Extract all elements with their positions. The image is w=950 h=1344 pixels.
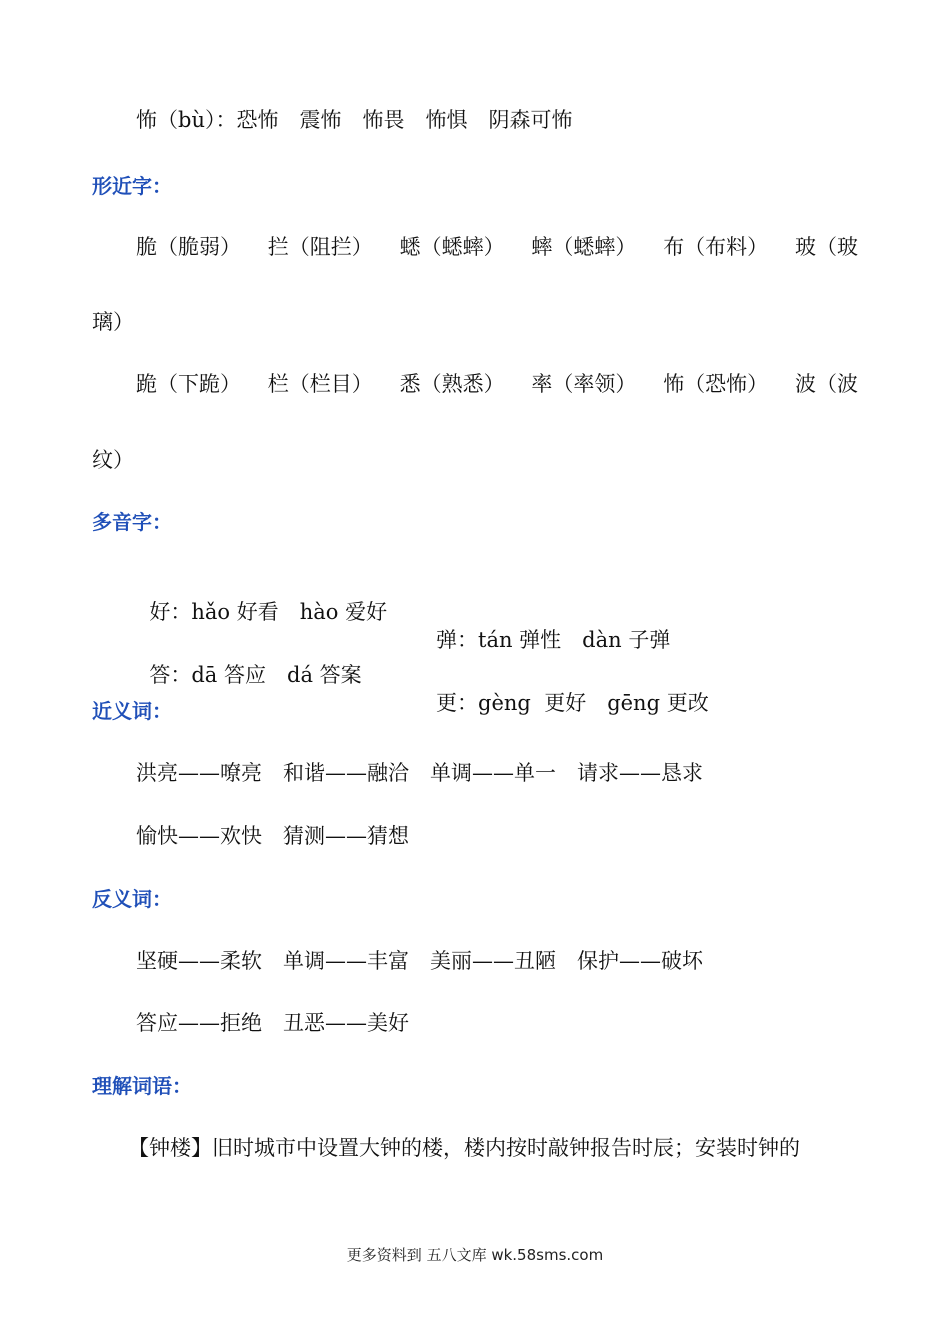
polyphonic-geng: 更：gèng 更好 gēng 更改 (436, 691, 709, 715)
similar-characters-row-2-continuation: 纹） (92, 448, 134, 472)
synonyms-row-1: 洪亮——嘹亮 和谐——融洽 单调——单一 请求——恳求 (136, 761, 703, 785)
word-item: 悉（熟悉） (399, 372, 505, 396)
similar-characters-row-1 (0, 233, 950, 261)
polyphonic-da: 答：dā 答应 dá 答案 (149, 663, 362, 687)
word-item: 蟀（蟋蟀） (531, 235, 637, 259)
polyphonic-hao: 好：hǎo 好看 hào 爱好 (149, 600, 388, 624)
heading-polyphonic-characters: 多音字： (92, 510, 172, 534)
footer-source: 更多资料到 五八文库 wk.58sms.com (346, 1246, 604, 1264)
word-item: 玻（玻 (794, 235, 858, 259)
heading-similar-characters: 形近字： (92, 174, 172, 198)
word-definition-zhonglou: 【钟楼】旧时城市中设置大钟的楼，楼内按时敲钟报告时辰；安装时钟的 (128, 1136, 800, 1160)
word-item: 拦（阻拦） (267, 235, 373, 259)
word-item: 波（波 (794, 372, 858, 396)
heading-word-understanding: 理解词语： (92, 1074, 192, 1098)
word-item: 布（布料） (663, 235, 769, 259)
antonyms-row-2: 答应——拒绝 丑恶——美好 (136, 1011, 409, 1035)
word-item: 脆（脆弱） (136, 235, 241, 259)
heading-antonyms: 反义词： (92, 887, 172, 911)
heading-synonyms: 近义词： (92, 699, 172, 723)
antonyms-row-1: 坚硬——柔软 单调——丰富 美丽——丑陋 保护——破坏 (136, 949, 703, 973)
word-item: 怖（恐怖） (663, 372, 769, 396)
word-item: 跪（下跪） (136, 372, 241, 396)
polyphonic-dan: 弹：tán 弹性 dàn 子弹 (436, 628, 671, 652)
word-item: 蟋（蟋蟀） (399, 235, 505, 259)
similar-characters-row-2 (0, 370, 950, 398)
word-item: 栏（栏目） (267, 372, 373, 396)
text-line-bu: 怖（bù）：恐怖 震怖 怖畏 怖惧 阴森可怖 (136, 108, 573, 132)
synonyms-row-2: 愉快——欢快 猜测——猜想 (136, 824, 409, 848)
word-item: 率（率领） (531, 372, 637, 396)
similar-characters-row-1-continuation: 璃） (92, 310, 134, 334)
